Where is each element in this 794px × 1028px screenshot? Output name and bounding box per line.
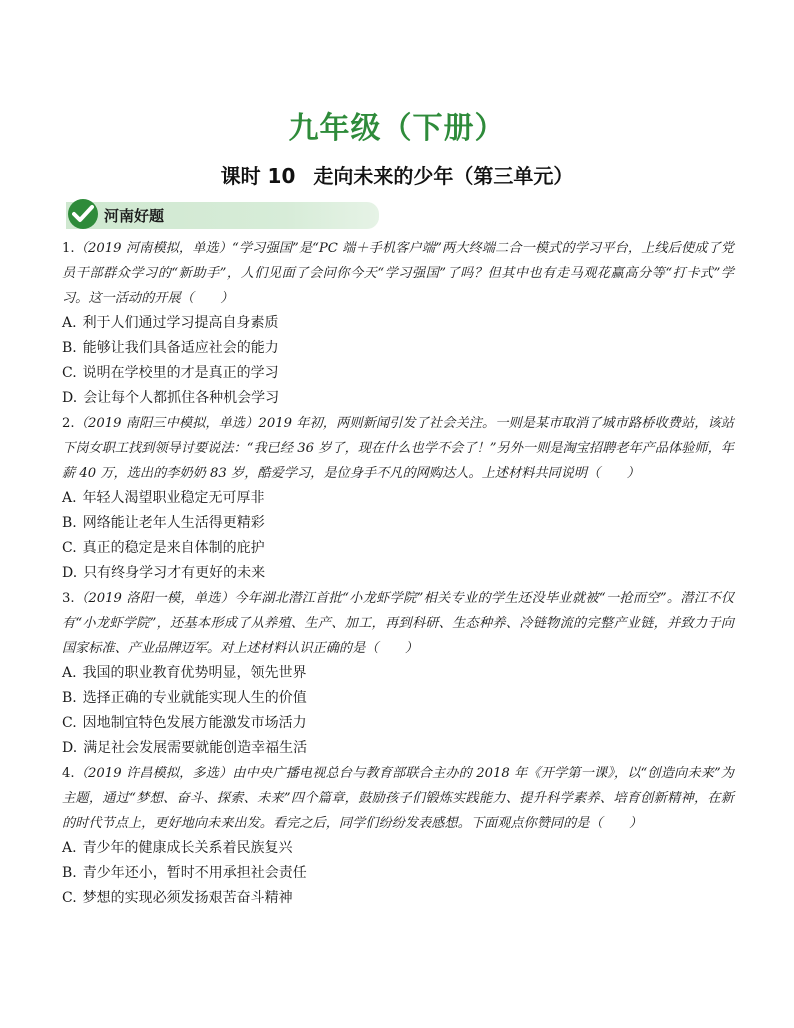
option-d: D. 只有终身学习才有更好的未来: [62, 565, 266, 581]
question-3: [62, 586, 734, 761]
grade-title: 九年级（下册）: [288, 111, 506, 146]
option-b: B. 能够让我们具备适应社会的能力: [62, 340, 279, 356]
option-b: B. 青少年还小，暂时不用承担社会责任: [62, 865, 307, 881]
option-a: A. 年轻人渴望职业稳定无可厚非: [62, 490, 265, 506]
question-4: [62, 761, 734, 911]
option-c: C. 梦想的实现必须发扬艰苦奋斗精神: [62, 890, 293, 906]
option-a: A. 利于人们通过学习提高自身素质: [62, 315, 279, 331]
option-c: C. 真正的稳定是来自体制的庇护: [62, 540, 265, 556]
section-label: 河南好题: [104, 207, 165, 225]
question-list: [62, 236, 734, 911]
question-stem: （2019 南阳三中模拟，单选）2019 年初，两则新闻引发了社会关注。一则是某市取消了城市路桥收费站，该站下岗女职工找到领导讨要说法：“我已经 36 岁了，现在什么也学不会了！”另外一则是淘宝招聘老年产品体验师，年薪 40 万，选出的李奶奶 83 岁，酷爱学习，是位身手不凡的网购达人。上述材料共同说明（ ）: [62, 416, 734, 481]
option-c: C. 因地制宜特色发展方能激发市场活力: [62, 715, 307, 731]
lesson-title: 走向未来的少年（第三单元）: [313, 164, 574, 188]
question-stem: （2019 洛阳一模，单选）今年湖北潜江首批“小龙虾学院”相关专业的学生还没毕业就被“一抢而空”。潜江不仅有“小龙虾学院”，还基本形成了从养殖、生产、加工，再到科研、生态种养、冷链物流的完整产业链，并致力于向国家标准、产业品牌迈军。对上述材料认识正确的是（ ）: [62, 591, 734, 656]
question-2: [62, 411, 734, 586]
check-icon: [68, 199, 98, 229]
question-stem: （2019 许昌模拟，多选）由中央广播电视总台与教育部联合主办的 2018 年《开学第一课》，以“创造向未来”为主题，通过“梦想、奋斗、探索、未来”四个篇章，鼓励孩子们锻炼实践能力、提升科学素养、培育创新精神，在新的时代节点上，更好地向未来出发。看完之后，同学们纷纷发表感想。下面观点你赞同的是（ ）: [62, 766, 734, 831]
lesson-heading: [0, 160, 794, 189]
question-number: 2.: [62, 416, 75, 431]
option-b: B. 网络能让老年人生活得更精彩: [62, 515, 265, 531]
option-b: B. 选择正确的专业就能实现人生的价值: [62, 690, 307, 706]
question-stem: （2019 河南模拟，单选）“学习强国”是“PC 端＋手机客户端”两大终端二合一模式的学习平台，上线后使成了党员干部群众学习的“新助手”，人们见面了会问你今天“学习强国”了吗？但其中也有走马观花赢高分等“打卡式”学习。这一活动的开展（ ）: [62, 241, 734, 306]
lesson-number: 课时 10: [220, 164, 296, 188]
question-number: 1.: [62, 241, 75, 256]
option-d: D. 满足社会发展需要就能创造幸福生活: [62, 740, 308, 756]
option-c: C. 说明在学校里的才是真正的学习: [62, 365, 279, 381]
question-number: 3.: [62, 591, 75, 606]
question-number: 4.: [62, 766, 75, 781]
option-a: A. 青少年的健康成长关系着民族复兴: [62, 840, 293, 856]
option-d: D. 会让每个人都抓住各种机会学习: [62, 390, 280, 406]
question-1: [62, 236, 734, 411]
option-a: A. 我国的职业教育优势明显，领先世界: [62, 665, 307, 681]
